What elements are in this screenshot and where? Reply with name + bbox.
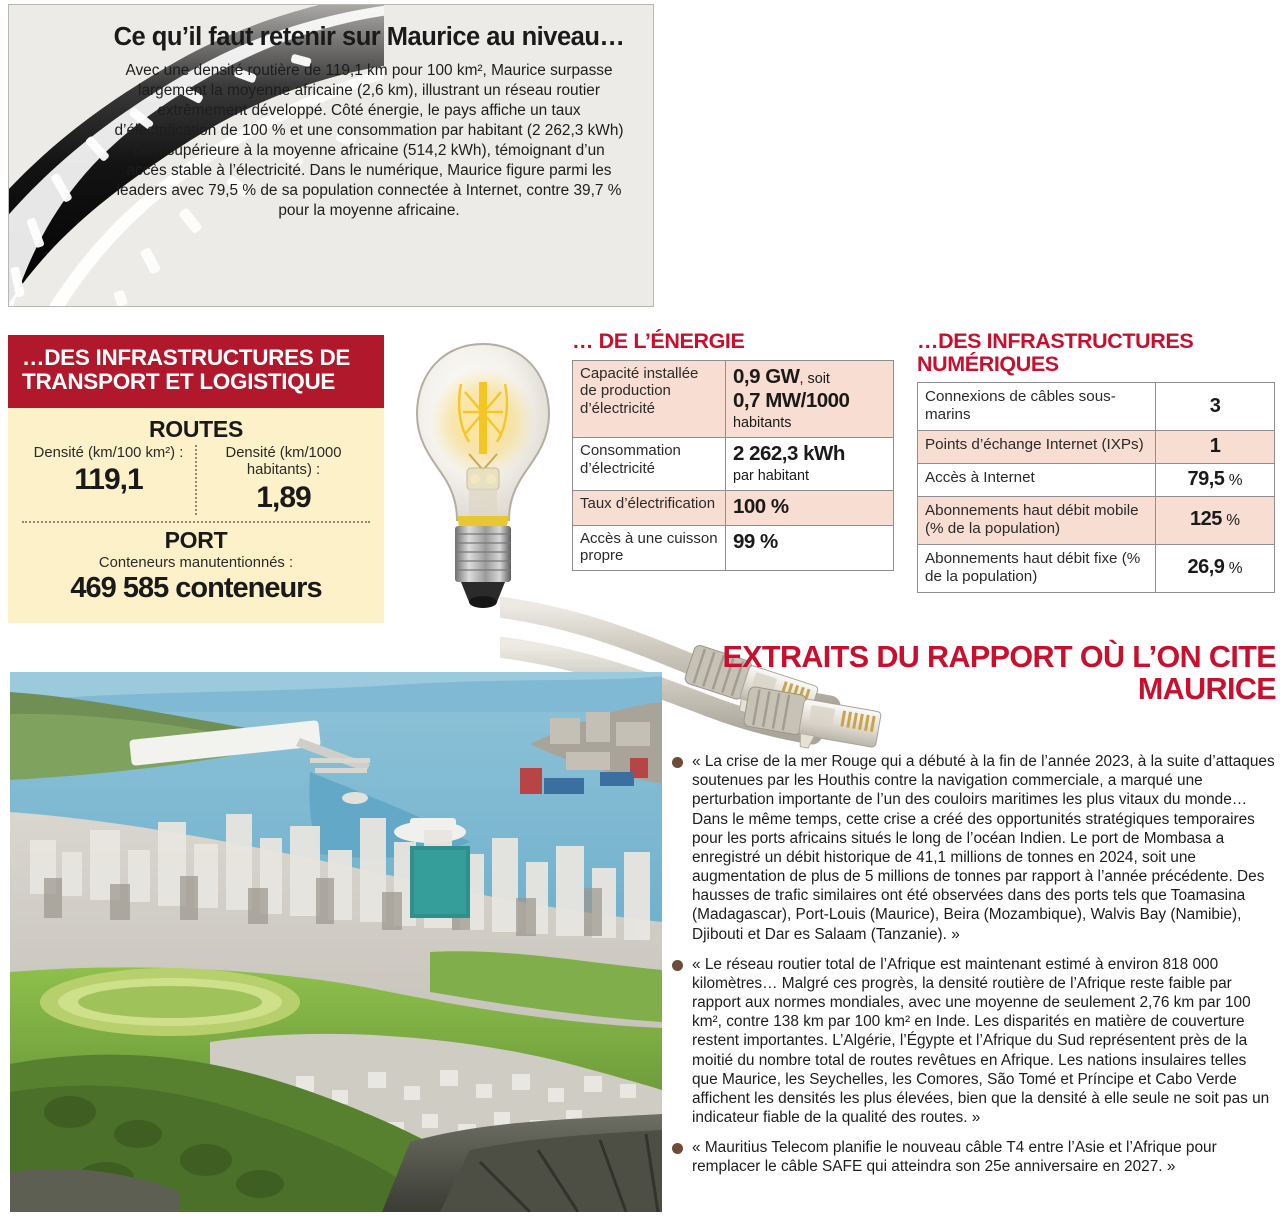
digital-label: Accès à Internet (918, 464, 1156, 497)
digital-value-number: 79,5 (1187, 468, 1225, 490)
energy-value-main: 2 262,3 kWh (733, 442, 845, 466)
digital-panel-title: …DES INFRASTRUCTURES NUMÉRIQUES (917, 329, 1194, 376)
route-density-area-value: 119,1 (74, 463, 143, 497)
energy-value-main2: 0,7 MW/1000 (733, 389, 850, 413)
digital-value-number: 1 (1209, 435, 1221, 457)
energy-table (572, 360, 894, 571)
table-row (918, 544, 1275, 592)
transport-panel-body (8, 408, 384, 623)
energy-value-note: habitants (733, 414, 792, 431)
table-row (573, 525, 894, 570)
list-item (672, 955, 1276, 1128)
extraits-heading: EXTRAITS DU RAPPORT OÙ L’ON CITE MAURICE (722, 640, 1276, 706)
energy-label: Capacité installée de production d’électricité (573, 360, 726, 437)
route-density-pop-label: Densité (km/1000 habitants) : (225, 444, 342, 479)
digital-value-unit: % (1224, 560, 1243, 578)
digital-value-number: 26,9 (1187, 556, 1225, 579)
route-density-pop-value: 1,89 (256, 480, 311, 514)
digital-infrastructure-panel (917, 330, 1275, 593)
digital-value (1156, 544, 1275, 592)
digital-value-number: 125 (1190, 508, 1222, 531)
table-row (918, 383, 1275, 431)
energy-value (726, 360, 894, 437)
table-row (573, 360, 894, 437)
quote-text: « La crise de la mer Rouge qui a débuté à la fin de l’année 2023, à la suite d’attaques soutenues par les Houthis contre la navigation commerciale, a marqué une perturbation importante de l’un des couloirs maritimes les plus vitaux du monde… Dans le même temps, cette crise a créé des opportunités stratégiques temporaires pour les ports africains situés le long de l’océan Indien. Le port de Mombasa a enregistré un débit historique de 41,1 millions de tonnes en 2024, soit une augmentation de plus de 5 millions de tonnes par rapport à l’année précédente. Des hausses de trafic similaires ont été observées dans des ports tels que Toamasina (Madagascar), Port-Louis (Maurice), Beira (Mozambique), Walvis Bay (Namibie), Djibouti et Dar es Salaam (Tanzanie). » (692, 753, 1275, 943)
port-containers-value: 469 585 conteneurs (70, 571, 322, 604)
route-density-area-metric (22, 445, 197, 515)
routes-section-title: ROUTES (148, 415, 244, 442)
route-density-area-label: Densité (km/100 km²) : (33, 444, 184, 461)
table-row (918, 497, 1275, 545)
energy-panel-title: … DE L’ÉNERGIE (572, 329, 745, 353)
quote-text: « Le réseau routier total de l’Afrique est maintenant estimé à environ 818 000 kilomètres… Malgré ces progrès, la densité routière de l’Afrique reste faible par rapport aux normes mondiales, avec une moyenne de seulement 2,76 km par 100 km², contre 138 km par 100 km² en Inde. Les disparités en matière de couverture restent importantes. L’Algérie, l’Égypte et l’Afrique du Sud représentent près de la moitié du nombre total de routes revêtues en Afrique. Les nations insulaires telles que Maurice, les Seychelles, les Comores, São Tomé et Príncipe et Cabo Verde affichent les densités les plus élevées, bien que la densité à elle seule ne soit pas un indicateur fiable de la qualité des routes. » (692, 955, 1270, 1127)
list-item (672, 752, 1276, 944)
route-density-pop-metric (197, 445, 370, 515)
digital-label: Connexions de câbles sous-marins (918, 383, 1156, 431)
digital-label: Points d’échange Internet (IXPs) (918, 431, 1156, 464)
energy-value-main: 99 % (733, 529, 778, 553)
energy-value-note: par habitant (733, 467, 810, 484)
digital-value (1156, 497, 1275, 545)
energy-value-main: 0,9 GW (733, 364, 800, 388)
energy-panel (572, 330, 894, 571)
table-row (573, 490, 894, 525)
intro-body: Avec une densité routière de 119,1 km pour 100 km², Maurice surpasse largement la moyenne africaine (2,6 km), illustrant un réseau routier extrêmement développé. Côté énergie, le pays affiche un taux d’électrification de 100 % et une consommation par habitant (2 262,3 kWh) bien supérieure à la moyenne africaine (514,2 kWh), témoignant d’un accès stable à l’électricité. Dans le numérique, Maurice figure parmi les leaders avec 79,5 % de sa population connectée à Internet, contre 39,7 % pour la moyenne africaine. (114, 62, 624, 220)
list-item (672, 1138, 1276, 1176)
energy-value (726, 490, 894, 525)
transport-logistics-panel (8, 335, 384, 668)
energy-value-main: 100 % (733, 494, 789, 518)
port-louis-aerial-photo (10, 672, 662, 1212)
digital-value-number: 3 (1209, 394, 1221, 417)
digital-label: Abonnements haut débit mobile (% de la population) (918, 497, 1156, 545)
port-section-title: PORT (164, 526, 228, 553)
extraits-quotes-list (672, 752, 1276, 1188)
energy-value (726, 438, 894, 491)
energy-label: Taux d’électrification (573, 490, 726, 525)
bullet-icon (672, 960, 683, 971)
digital-table (917, 382, 1275, 593)
section-divider (22, 521, 370, 523)
energy-value (726, 525, 894, 570)
digital-value (1156, 464, 1275, 497)
intro-panel (8, 4, 654, 307)
digital-label: Abonnements haut débit fixe (% de la population) (918, 544, 1156, 592)
table-row (918, 431, 1275, 464)
energy-label: Consommation d’électricité (573, 438, 726, 491)
bullet-icon (672, 1143, 683, 1154)
intro-title: Ce qu’il faut retenir sur Maurice au niveau… (113, 23, 625, 51)
routes-metrics-grid (22, 445, 370, 515)
digital-value (1156, 383, 1275, 431)
digital-value-unit: % (1221, 512, 1240, 530)
bullet-icon (672, 757, 683, 768)
table-row (918, 464, 1275, 497)
table-row (573, 438, 894, 491)
energy-label: Accès à une cuisson propre (573, 525, 726, 570)
digital-value-unit: % (1224, 472, 1243, 489)
transport-panel-header: …DES INFRASTRUCTURES DE TRANSPORT ET LOGISTIQUE (8, 335, 384, 408)
port-containers-label: Conteneurs manutentionnés : (98, 554, 294, 571)
energy-value-inline: , soit (799, 370, 830, 387)
digital-value (1156, 431, 1275, 464)
quote-text: « Mauritius Telecom planifie le nouveau câble T4 entre l’Asie et l’Afrique pour remplacer le câble SAFE qui atteindra son 25e anniversaire en 2027. » (692, 1139, 1217, 1176)
